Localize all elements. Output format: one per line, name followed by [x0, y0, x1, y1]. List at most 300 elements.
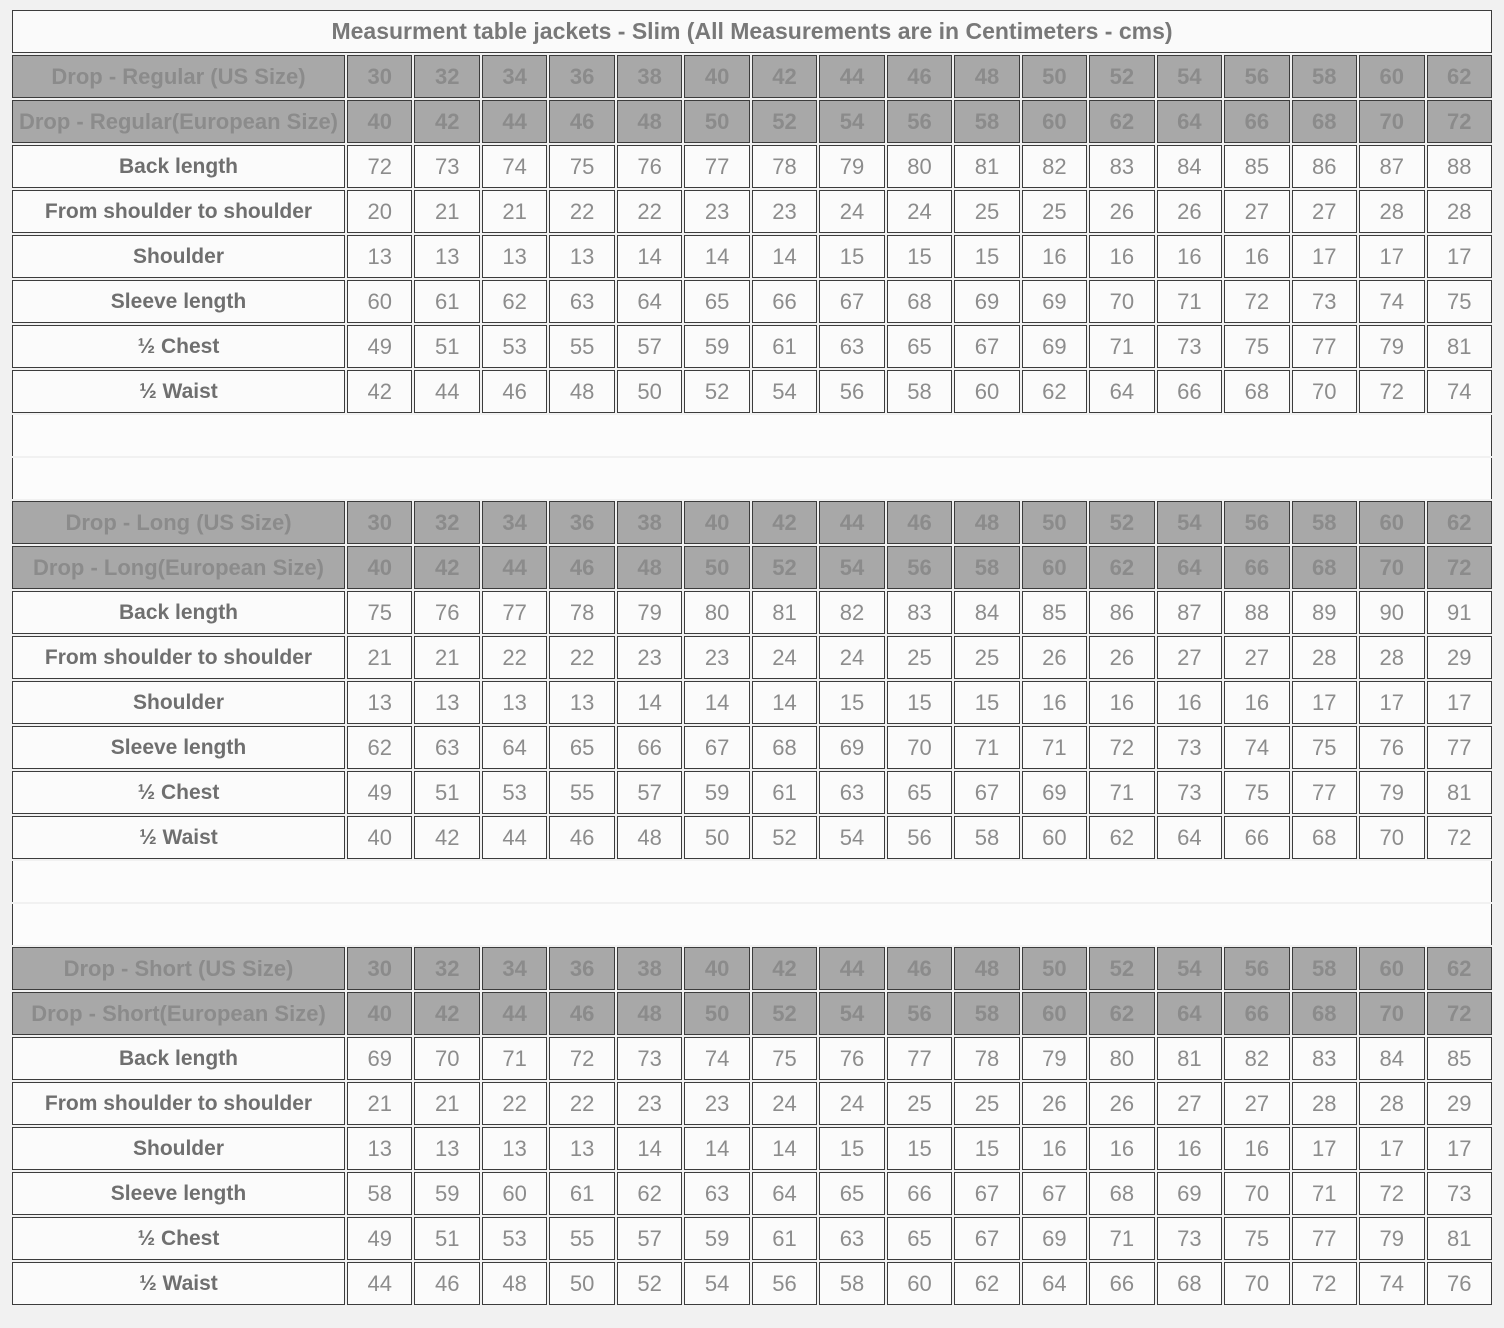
measurement-value: 75 [1224, 771, 1289, 814]
measurement-value: 16 [1224, 681, 1289, 724]
measurement-value: 17 [1427, 681, 1493, 724]
measurement-value: 26 [1089, 1082, 1154, 1125]
measurement-value: 79 [819, 145, 884, 188]
measurement-value: 59 [684, 1217, 749, 1260]
measurement-value: 59 [684, 771, 749, 814]
size-header-value: 44 [482, 100, 547, 143]
measurement-value: 46 [482, 370, 547, 413]
measurement-value: 76 [617, 145, 682, 188]
size-header-value: 70 [1359, 546, 1424, 589]
measurement-value: 84 [1157, 145, 1222, 188]
measurement-value: 14 [617, 1127, 682, 1170]
measurement-value: 28 [1292, 1082, 1357, 1125]
section-spacer [12, 458, 1492, 499]
size-header-value: 32 [414, 947, 479, 990]
measurement-value: 13 [482, 235, 547, 278]
size-header-value: 56 [1224, 947, 1289, 990]
measurement-value: 59 [414, 1172, 479, 1215]
measurement-value: 62 [1089, 816, 1154, 859]
size-header-value: 58 [1292, 55, 1357, 98]
measurement-value: 58 [819, 1262, 884, 1305]
measurement-value: 68 [1292, 816, 1357, 859]
measurement-value: 73 [1292, 280, 1357, 323]
measurement-value: 40 [347, 816, 412, 859]
measurement-value: 71 [1157, 280, 1222, 323]
measurement-row-label: Back length [12, 145, 345, 188]
measurement-value: 20 [347, 190, 412, 233]
size-header-value: 38 [617, 947, 682, 990]
measurement-value: 60 [482, 1172, 547, 1215]
measurement-value: 82 [1022, 145, 1087, 188]
measurement-value: 49 [347, 771, 412, 814]
measurement-value: 52 [752, 816, 817, 859]
measurement-value: 24 [752, 1082, 817, 1125]
measurement-value: 15 [887, 681, 952, 724]
measurement-value: 15 [819, 681, 884, 724]
measurement-value: 22 [482, 636, 547, 679]
size-header-value: 66 [1224, 992, 1289, 1035]
size-header-value: 48 [617, 546, 682, 589]
measurement-value: 42 [347, 370, 412, 413]
size-header-value: 72 [1427, 546, 1493, 589]
size-header-value: 44 [819, 55, 884, 98]
measurement-value: 67 [684, 726, 749, 769]
measurement-value: 79 [1359, 325, 1424, 368]
size-header-value: 50 [1022, 55, 1087, 98]
size-header-value: 38 [617, 55, 682, 98]
measurement-value: 80 [684, 591, 749, 634]
measurement-value: 24 [819, 190, 884, 233]
size-header-value: 46 [549, 546, 614, 589]
measurement-value: 80 [1089, 1037, 1154, 1080]
measurement-row-label: ½ Waist [12, 816, 345, 859]
measurement-value: 71 [1089, 325, 1154, 368]
size-header-value: 68 [1292, 992, 1357, 1035]
measurement-value: 63 [414, 726, 479, 769]
size-header-value: 72 [1427, 992, 1493, 1035]
size-header-value: 40 [347, 100, 412, 143]
measurement-value: 69 [954, 280, 1019, 323]
measurement-value: 72 [1359, 370, 1424, 413]
size-header-value: 60 [1022, 992, 1087, 1035]
section-spacer-row [12, 415, 1492, 456]
measurement-value: 66 [887, 1172, 952, 1215]
measurement-value: 63 [819, 771, 884, 814]
size-header-value: 58 [1292, 501, 1357, 544]
measurement-value: 21 [482, 190, 547, 233]
measurement-value: 69 [1022, 280, 1087, 323]
measurement-value: 72 [1089, 726, 1154, 769]
measurement-value: 21 [347, 1082, 412, 1125]
size-header-value: 44 [819, 947, 884, 990]
measurement-value: 24 [819, 636, 884, 679]
measurement-value: 72 [549, 1037, 614, 1080]
size-header-value: 54 [1157, 501, 1222, 544]
size-header-value: 46 [887, 501, 952, 544]
measurement-value: 46 [549, 816, 614, 859]
measurement-value: 75 [347, 591, 412, 634]
measurement-value: 61 [752, 325, 817, 368]
measurement-value: 62 [482, 280, 547, 323]
size-header-row [12, 501, 1492, 544]
size-header-value: 52 [752, 100, 817, 143]
measurement-row-label: From shoulder to shoulder [12, 636, 345, 679]
measurement-value: 15 [954, 235, 1019, 278]
measurement-value: 55 [549, 771, 614, 814]
size-header-value: 32 [414, 501, 479, 544]
measurement-value: 87 [1157, 591, 1222, 634]
measurement-row [12, 280, 1492, 323]
size-header-value: 42 [752, 55, 817, 98]
size-header-value: 58 [954, 546, 1019, 589]
measurement-value: 66 [617, 726, 682, 769]
measurement-value: 56 [819, 370, 884, 413]
size-header-value: 42 [414, 100, 479, 143]
measurement-value: 68 [887, 280, 952, 323]
measurement-value: 17 [1359, 235, 1424, 278]
size-header-value: 50 [1022, 501, 1087, 544]
measurement-value: 16 [1022, 235, 1087, 278]
size-header-value: 40 [347, 546, 412, 589]
measurement-value: 58 [954, 816, 1019, 859]
size-header-value: 44 [819, 501, 884, 544]
measurement-value: 61 [752, 771, 817, 814]
measurement-value: 23 [752, 190, 817, 233]
measurement-value: 50 [684, 816, 749, 859]
measurement-value: 21 [414, 636, 479, 679]
measurement-value: 28 [1359, 636, 1424, 679]
measurement-value: 28 [1292, 636, 1357, 679]
measurement-value: 88 [1427, 145, 1493, 188]
measurement-value: 15 [954, 681, 1019, 724]
measurement-value: 26 [1089, 190, 1154, 233]
size-header-value: 34 [482, 947, 547, 990]
size-header-value: 62 [1089, 546, 1154, 589]
size-header-value: 30 [347, 501, 412, 544]
measurement-value: 16 [1157, 681, 1222, 724]
measurement-table-body [12, 10, 1492, 1305]
size-header-value: 46 [549, 100, 614, 143]
size-header-label: Drop - Long (US Size) [12, 501, 345, 544]
size-header-value: 46 [887, 947, 952, 990]
size-header-value: 50 [684, 992, 749, 1035]
measurement-value: 72 [347, 145, 412, 188]
measurement-value: 81 [1157, 1037, 1222, 1080]
measurement-value: 77 [684, 145, 749, 188]
measurement-value: 17 [1359, 681, 1424, 724]
measurement-value: 24 [752, 636, 817, 679]
measurement-value: 68 [1224, 370, 1289, 413]
measurement-value: 14 [684, 681, 749, 724]
measurement-value: 16 [1224, 1127, 1289, 1170]
measurement-value: 60 [954, 370, 1019, 413]
measurement-value: 44 [482, 816, 547, 859]
measurement-value: 61 [549, 1172, 614, 1215]
measurement-value: 70 [1224, 1262, 1289, 1305]
measurement-value: 22 [549, 1082, 614, 1125]
measurement-value: 64 [1157, 816, 1222, 859]
size-header-value: 56 [1224, 55, 1289, 98]
measurement-value: 70 [414, 1037, 479, 1080]
measurement-row [12, 235, 1492, 278]
measurement-value: 27 [1292, 190, 1357, 233]
measurement-value: 49 [347, 325, 412, 368]
measurement-value: 17 [1292, 235, 1357, 278]
measurement-value: 29 [1427, 1082, 1493, 1125]
size-header-value: 72 [1427, 100, 1493, 143]
measurement-table [10, 8, 1494, 1307]
measurement-value: 79 [617, 591, 682, 634]
measurement-value: 13 [482, 1127, 547, 1170]
measurement-value: 72 [1224, 280, 1289, 323]
measurement-value: 88 [1224, 591, 1289, 634]
measurement-value: 50 [549, 1262, 614, 1305]
measurement-value: 50 [617, 370, 682, 413]
measurement-value: 24 [819, 1082, 884, 1125]
measurement-value: 13 [347, 1127, 412, 1170]
measurement-value: 22 [482, 1082, 547, 1125]
size-header-value: 40 [684, 501, 749, 544]
section-spacer-row [12, 458, 1492, 499]
measurement-row [12, 370, 1492, 413]
size-header-value: 68 [1292, 546, 1357, 589]
measurement-value: 25 [1022, 190, 1087, 233]
measurement-value: 65 [819, 1172, 884, 1215]
measurement-row-label: From shoulder to shoulder [12, 1082, 345, 1125]
measurement-value: 57 [617, 1217, 682, 1260]
measurement-value: 17 [1427, 1127, 1493, 1170]
measurement-value: 25 [887, 1082, 952, 1125]
measurement-value: 15 [887, 1127, 952, 1170]
size-header-value: 70 [1359, 100, 1424, 143]
size-header-value: 62 [1427, 501, 1493, 544]
measurement-value: 27 [1224, 636, 1289, 679]
size-header-value: 60 [1022, 546, 1087, 589]
measurement-value: 70 [1359, 816, 1424, 859]
measurement-value: 57 [617, 771, 682, 814]
measurement-value: 27 [1224, 190, 1289, 233]
measurement-value: 15 [819, 235, 884, 278]
size-header-value: 50 [684, 100, 749, 143]
measurement-value: 85 [1427, 1037, 1493, 1080]
measurement-value: 89 [1292, 591, 1357, 634]
measurement-value: 64 [482, 726, 547, 769]
measurement-value: 86 [1089, 591, 1154, 634]
measurement-value: 24 [887, 190, 952, 233]
size-header-value: 62 [1427, 947, 1493, 990]
size-header-value: 54 [819, 100, 884, 143]
measurement-value: 77 [1427, 726, 1493, 769]
measurement-value: 17 [1292, 1127, 1357, 1170]
measurement-value: 71 [1022, 726, 1087, 769]
measurement-value: 73 [617, 1037, 682, 1080]
measurement-value: 83 [1292, 1037, 1357, 1080]
measurement-value: 28 [1427, 190, 1493, 233]
measurement-value: 68 [752, 726, 817, 769]
measurement-value: 81 [1427, 325, 1493, 368]
measurement-row-label: Sleeve length [12, 1172, 345, 1215]
size-header-value: 48 [954, 55, 1019, 98]
measurement-value: 62 [617, 1172, 682, 1215]
measurement-row [12, 1082, 1492, 1125]
measurement-value: 27 [1157, 1082, 1222, 1125]
measurement-value: 28 [1359, 1082, 1424, 1125]
measurement-value: 81 [752, 591, 817, 634]
measurement-value: 75 [549, 145, 614, 188]
measurement-row-label: Back length [12, 591, 345, 634]
measurement-row-label: ½ Waist [12, 370, 345, 413]
measurement-value: 28 [1359, 190, 1424, 233]
measurement-value: 48 [617, 816, 682, 859]
size-header-row [12, 992, 1492, 1035]
measurement-row [12, 726, 1492, 769]
size-header-value: 36 [549, 55, 614, 98]
measurement-value: 22 [549, 190, 614, 233]
measurement-value: 69 [1022, 1217, 1087, 1260]
measurement-value: 69 [1157, 1172, 1222, 1215]
measurement-value: 74 [684, 1037, 749, 1080]
measurement-value: 64 [1089, 370, 1154, 413]
measurement-value: 76 [819, 1037, 884, 1080]
measurement-value: 61 [414, 280, 479, 323]
measurement-value: 27 [1224, 1082, 1289, 1125]
measurement-row [12, 591, 1492, 634]
measurement-value: 21 [414, 190, 479, 233]
measurement-row [12, 771, 1492, 814]
measurement-value: 66 [1157, 370, 1222, 413]
measurement-value: 64 [752, 1172, 817, 1215]
measurement-value: 63 [549, 280, 614, 323]
measurement-row [12, 145, 1492, 188]
size-header-value: 52 [1089, 501, 1154, 544]
measurement-value: 75 [1292, 726, 1357, 769]
measurement-value: 85 [1022, 591, 1087, 634]
measurement-value: 23 [617, 636, 682, 679]
size-header-value: 52 [752, 992, 817, 1035]
measurement-value: 16 [1157, 1127, 1222, 1170]
measurement-row [12, 1172, 1492, 1215]
measurement-value: 60 [1022, 816, 1087, 859]
measurement-row-label: Sleeve length [12, 280, 345, 323]
size-header-value: 56 [887, 546, 952, 589]
measurement-value: 70 [1292, 370, 1357, 413]
size-header-value: 44 [482, 992, 547, 1035]
section-spacer [12, 861, 1492, 902]
measurement-value: 69 [1022, 325, 1087, 368]
size-header-value: 42 [414, 546, 479, 589]
measurement-value: 66 [752, 280, 817, 323]
size-header-value: 66 [1224, 100, 1289, 143]
size-header-value: 56 [887, 992, 952, 1035]
measurement-value: 54 [752, 370, 817, 413]
measurement-value: 81 [1427, 771, 1493, 814]
measurement-value: 29 [1427, 636, 1493, 679]
size-header-value: 58 [954, 100, 1019, 143]
size-header-value: 52 [1089, 55, 1154, 98]
measurement-value: 73 [414, 145, 479, 188]
measurement-value: 73 [1157, 1217, 1222, 1260]
measurement-value: 68 [1157, 1262, 1222, 1305]
measurement-value: 49 [347, 1217, 412, 1260]
measurement-value: 77 [1292, 1217, 1357, 1260]
measurement-value: 65 [549, 726, 614, 769]
measurement-value: 83 [1089, 145, 1154, 188]
size-header-value: 48 [617, 100, 682, 143]
measurement-value: 77 [482, 591, 547, 634]
measurement-row-label: ½ Chest [12, 325, 345, 368]
measurement-row-label: Sleeve length [12, 726, 345, 769]
measurement-value: 67 [954, 325, 1019, 368]
measurement-value: 73 [1157, 325, 1222, 368]
measurement-value: 42 [414, 816, 479, 859]
measurement-value: 16 [1224, 235, 1289, 278]
measurement-value: 56 [752, 1262, 817, 1305]
measurement-value: 16 [1157, 235, 1222, 278]
measurement-value: 65 [887, 325, 952, 368]
measurement-value: 58 [347, 1172, 412, 1215]
measurement-value: 62 [347, 726, 412, 769]
measurement-value: 72 [1359, 1172, 1424, 1215]
measurement-value: 51 [414, 325, 479, 368]
measurement-row-label: From shoulder to shoulder [12, 190, 345, 233]
size-header-value: 30 [347, 55, 412, 98]
measurement-value: 48 [549, 370, 614, 413]
measurement-value: 56 [887, 816, 952, 859]
measurement-value: 53 [482, 771, 547, 814]
measurement-value: 73 [1427, 1172, 1493, 1215]
measurement-value: 63 [684, 1172, 749, 1215]
measurement-value: 75 [1427, 280, 1493, 323]
measurement-value: 77 [887, 1037, 952, 1080]
measurement-row-label: Shoulder [12, 1127, 345, 1170]
size-header-value: 42 [752, 947, 817, 990]
measurement-value: 54 [819, 816, 884, 859]
size-header-value: 40 [684, 947, 749, 990]
size-header-value: 48 [617, 992, 682, 1035]
measurement-row-label: ½ Chest [12, 771, 345, 814]
measurement-value: 79 [1359, 771, 1424, 814]
size-header-value: 34 [482, 55, 547, 98]
measurement-value: 48 [482, 1262, 547, 1305]
measurement-value: 75 [1224, 325, 1289, 368]
measurement-row [12, 681, 1492, 724]
measurement-value: 51 [414, 771, 479, 814]
measurement-value: 21 [414, 1082, 479, 1125]
measurement-value: 84 [1359, 1037, 1424, 1080]
measurement-value: 77 [1292, 325, 1357, 368]
measurement-value: 14 [617, 681, 682, 724]
measurement-value: 53 [482, 1217, 547, 1260]
measurement-value: 62 [1022, 370, 1087, 413]
size-header-value: 50 [684, 546, 749, 589]
measurement-value: 55 [549, 1217, 614, 1260]
measurement-value: 65 [887, 771, 952, 814]
measurement-value: 71 [1089, 1217, 1154, 1260]
measurement-value: 74 [1224, 726, 1289, 769]
measurement-value: 14 [752, 1127, 817, 1170]
size-header-label: Drop - Regular(European Size) [12, 100, 345, 143]
measurement-value: 26 [1157, 190, 1222, 233]
measurement-value: 15 [954, 1127, 1019, 1170]
size-header-value: 36 [549, 501, 614, 544]
measurement-value: 79 [1022, 1037, 1087, 1080]
measurement-row [12, 190, 1492, 233]
size-header-value: 64 [1157, 992, 1222, 1035]
measurement-value: 17 [1292, 681, 1357, 724]
measurement-value: 17 [1427, 235, 1493, 278]
measurement-value: 71 [1089, 771, 1154, 814]
measurement-value: 63 [819, 1217, 884, 1260]
